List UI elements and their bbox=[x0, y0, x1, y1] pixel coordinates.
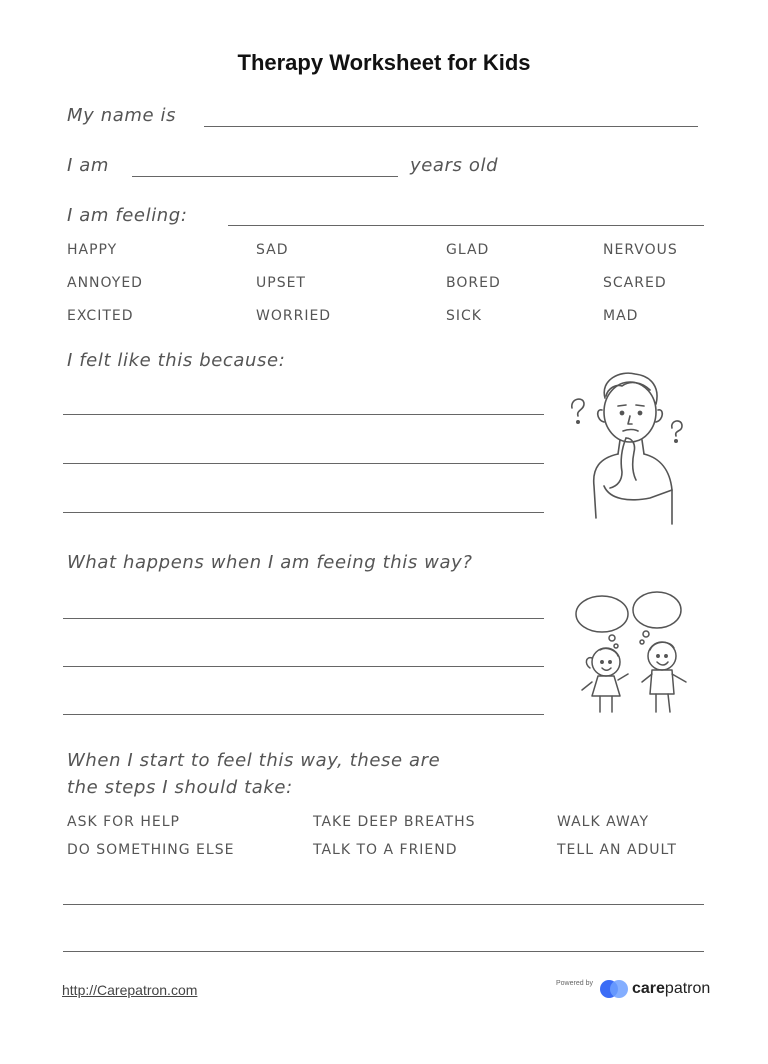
step-option: TELL AN ADULT bbox=[557, 842, 677, 858]
happens-label: What happens when I am feeing this way? bbox=[67, 552, 473, 573]
writing-line bbox=[63, 951, 704, 952]
steps-label-line2: the steps I should take: bbox=[67, 777, 293, 798]
because-label: I felt like this because: bbox=[67, 350, 286, 371]
feeling-option: UPSET bbox=[256, 275, 306, 291]
writing-line bbox=[63, 666, 544, 667]
writing-line bbox=[63, 463, 544, 464]
thinking-child-illustration bbox=[560, 368, 700, 528]
writing-line bbox=[63, 512, 544, 513]
feeling-option: SCARED bbox=[603, 275, 667, 291]
writing-line bbox=[63, 714, 544, 715]
name-line bbox=[204, 126, 698, 127]
brand-bold-text: care bbox=[632, 980, 665, 997]
carepatron-brand bbox=[632, 980, 710, 998]
age-label-before: I am bbox=[67, 155, 109, 176]
brand-rest-text: patron bbox=[664, 980, 711, 997]
writing-line bbox=[63, 414, 544, 415]
step-option: ASK FOR HELP bbox=[67, 814, 180, 830]
feeling-option: GLAD bbox=[446, 242, 490, 258]
feeling-option: MAD bbox=[603, 308, 639, 324]
feeling-option: SAD bbox=[256, 242, 289, 258]
feeling-label: I am feeling: bbox=[67, 205, 188, 226]
feeling-option: BORED bbox=[446, 275, 501, 291]
name-label: My name is bbox=[67, 105, 177, 126]
powered-by-text: Powered by bbox=[556, 980, 593, 987]
feeling-option: WORRIED bbox=[256, 308, 332, 324]
feeling-line bbox=[228, 225, 704, 226]
kids-thought-bubbles-illustration bbox=[562, 590, 698, 720]
step-option: WALK AWAY bbox=[557, 814, 650, 830]
step-option: TALK TO A FRIEND bbox=[313, 842, 458, 858]
feeling-option: ANNOYED bbox=[67, 275, 143, 291]
feeling-option: HAPPY bbox=[67, 242, 118, 258]
age-label-after: years old bbox=[410, 155, 499, 176]
feeling-option: SICK bbox=[446, 308, 482, 324]
step-option: TAKE DEEP BREATHS bbox=[313, 814, 476, 830]
feeling-option: EXCITED bbox=[67, 308, 134, 324]
carepatron-link[interactable]: http://Carepatron.com bbox=[62, 982, 198, 998]
step-option: DO SOMETHING ELSE bbox=[67, 842, 235, 858]
steps-label-line1: When I start to feel this way, these are bbox=[67, 750, 441, 771]
worksheet-title: Therapy Worksheet for Kids bbox=[237, 50, 531, 75]
feeling-option: NERVOUS bbox=[603, 242, 678, 258]
writing-line bbox=[63, 904, 704, 905]
age-line bbox=[132, 176, 398, 177]
carepatron-logo-icon bbox=[599, 978, 629, 1000]
writing-line bbox=[63, 618, 544, 619]
